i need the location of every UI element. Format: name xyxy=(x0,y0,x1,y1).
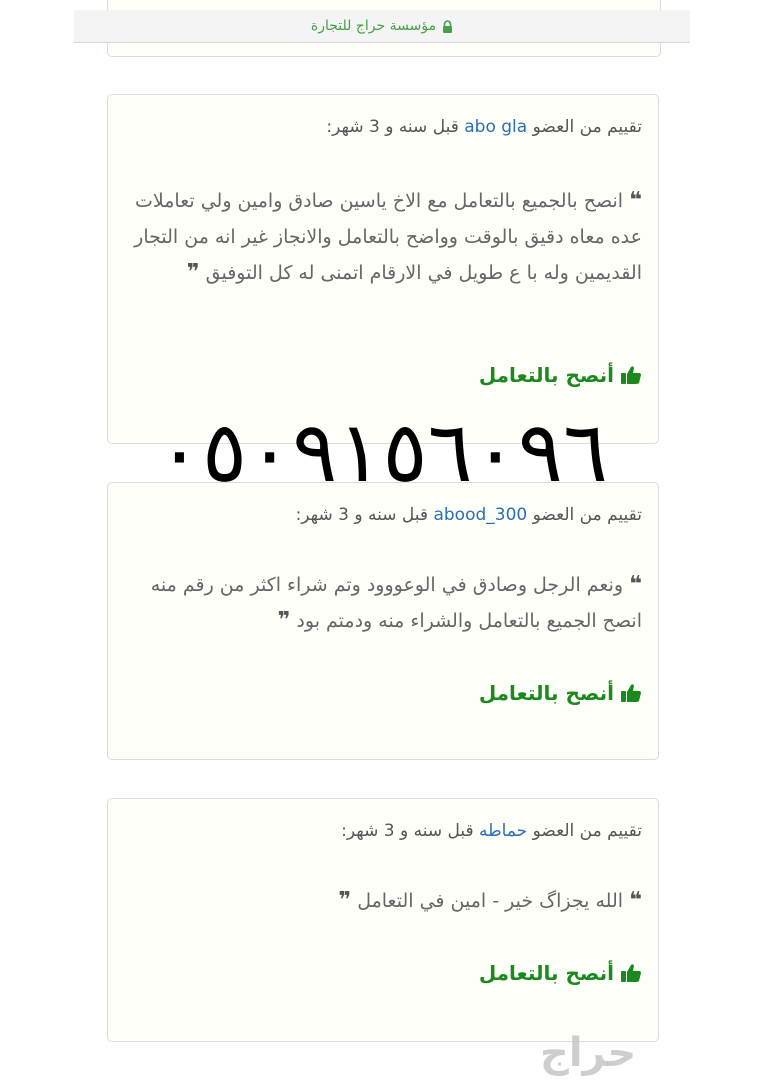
quote-open-icon: ❝ xyxy=(629,888,642,913)
haraj-watermark: حراج xyxy=(540,1030,637,1076)
recommend-label: أنصح بالتعامل xyxy=(478,681,614,705)
lock-icon xyxy=(442,20,453,33)
review-card xyxy=(107,798,659,1042)
recommend-badge xyxy=(479,363,642,387)
recommend-badge xyxy=(479,961,642,985)
member-link[interactable]: حماطه xyxy=(479,821,528,841)
review-card xyxy=(107,94,659,444)
review-body xyxy=(122,183,642,291)
member-link[interactable]: abood_300 xyxy=(433,505,528,525)
review-body xyxy=(122,567,642,639)
review-header-prefix: تقييم من العضو xyxy=(532,117,642,137)
review-header xyxy=(122,503,642,527)
review-header-prefix: تقييم من العضو xyxy=(532,505,642,525)
review-card xyxy=(107,482,659,760)
recommend-badge xyxy=(479,681,642,705)
recommend-label: أنصح بالتعامل xyxy=(478,961,614,985)
thumbs-up-icon xyxy=(620,683,642,703)
review-time: قبل سنه و 3 شهر: xyxy=(295,505,429,525)
review-body xyxy=(122,883,642,919)
review-time: قبل سنه و 3 شهر: xyxy=(326,117,459,137)
quote-close-icon: ❞ xyxy=(338,888,352,913)
review-header xyxy=(122,115,642,139)
address-bar[interactable] xyxy=(74,10,690,43)
phone-number-overlay: ٠٥٠٩١٥٦٠٩٦ xyxy=(156,403,609,501)
review-text: الله يجزاگ خير - امين في التعامل xyxy=(357,890,624,912)
recommend-label: أنصح بالتعامل xyxy=(478,363,614,387)
quote-close-icon: ❞ xyxy=(186,260,200,285)
quote-open-icon: ❝ xyxy=(629,188,642,213)
quote-close-icon: ❞ xyxy=(277,608,291,633)
thumbs-up-icon xyxy=(620,963,642,983)
site-name: مؤسسة حراج للتجارة xyxy=(310,18,437,34)
thumbs-up-icon xyxy=(620,365,642,385)
review-time: قبل سنه و 3 شهر: xyxy=(341,821,474,841)
member-link[interactable]: abo gla xyxy=(464,117,528,137)
review-text: ونعم الرجل وصادق في الوعووود وتم شراء اكثر من رقم منه انصح الجميع بالتعامل والشراء منه ودمتم بود xyxy=(150,574,642,632)
quote-open-icon: ❝ xyxy=(629,572,642,597)
review-text: انصح بالجميع بالتعامل مع الاخ ياسين صادق وامين ولي تعاملات عده معاه دقيق بالوقت وواضح بالتعامل والانجاز غير انه من التجار القديمين وله با ع طويل في الارقام اتمنى له كل التوفيق xyxy=(134,190,642,284)
review-header-prefix: تقييم من العضو xyxy=(532,821,642,841)
review-header xyxy=(122,819,642,843)
